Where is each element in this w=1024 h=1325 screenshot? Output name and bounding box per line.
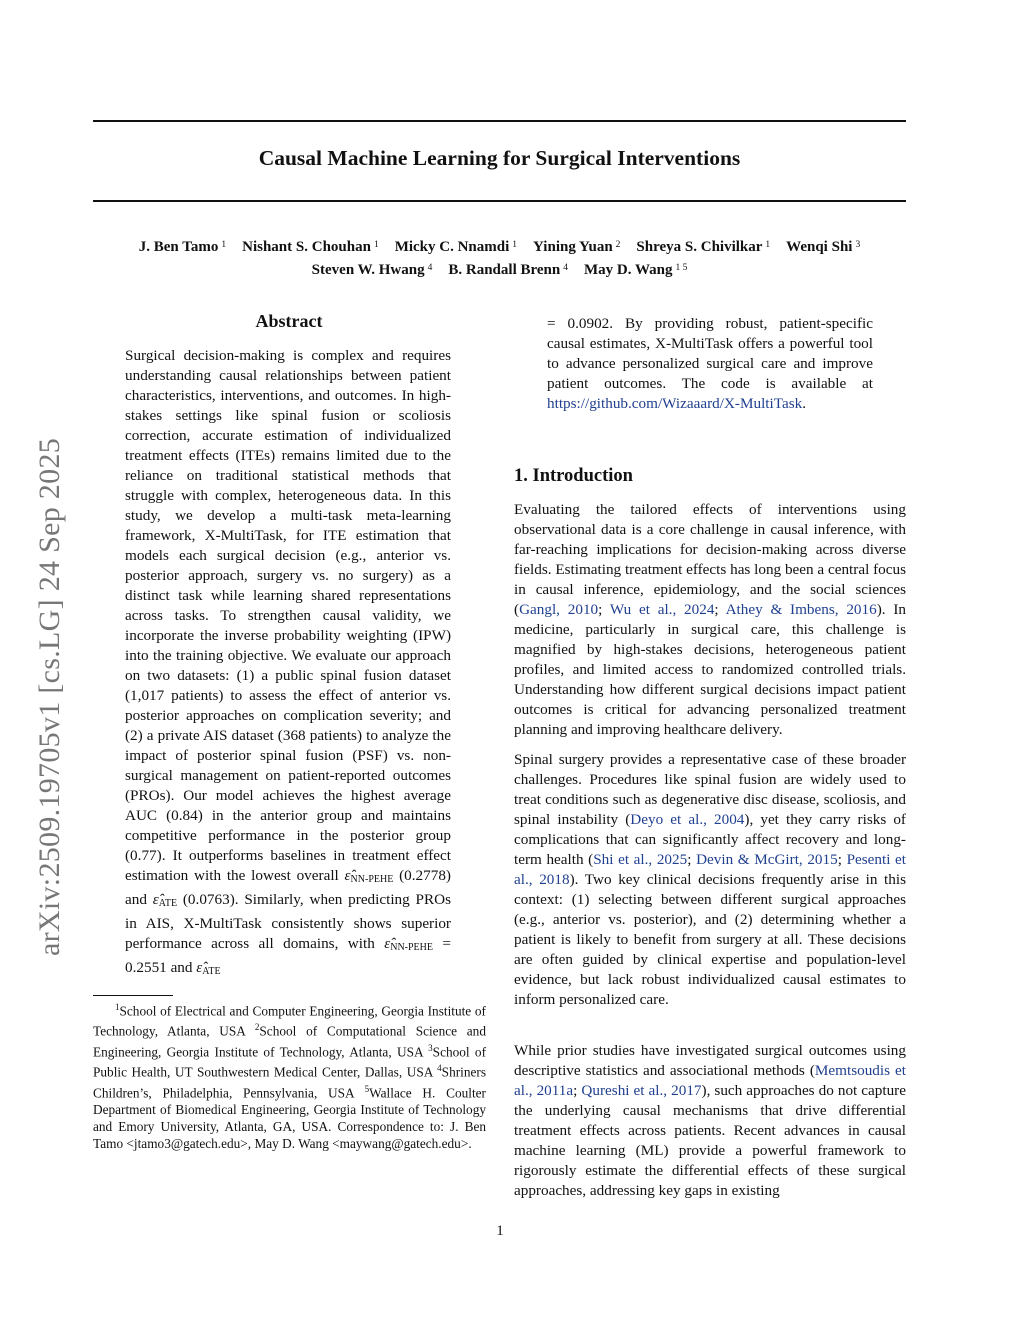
citation-link[interactable]: Wu et al., 2024 [609,601,715,618]
author-name: B. Randall Brenn $^4$ [448,262,568,278]
intro-paragraph-3: While prior studies have investigated surgical outcomes using descriptive statistics and associational methods (Memtsoudis et al., 2011a; Qureshi et al., 2017), such approaches do not capture the underlying causal mechanisms that drive differential treatment effects across patients. Recent advances in causal machine learning (ML) provide a powerful framework to rigorously estimate the differential effects of these surgical approaches, addressing key gaps in existing [514,1042,906,1199]
author-name: Steven W. Hwang $^4$ [311,262,433,278]
affiliation-footnote: $^1$School of Electrical and Computer Engineering, Georgia Institute of Technology, Atlanta, USA $^2$School of Computational Science and Engineering, Georgia Institute of Technology, Atlanta, USA $^3$School of Public Health, UT Southwestern Medical Center, Dallas, USA $^4$Shriners Children’s, Philadelphia, Pennsylvania, USA $^5$Wallace H. Coulter Department of Biomedical Engineering, Georgia Institute of Technology and Emory University, Atlanta, GA, USA. Correspondence to: J. Ben Tamo <jtamo3@gatech.edu>, May D. Wang <maywang@gatech.edu>. [93,1002,487,1152]
affiliation-marker: 1 [512,240,518,250]
arxiv-identifier: arXiv:2509.19705v1 [cs.LG] 24 Sep 2025 [33,437,66,956]
citation-link[interactable]: Pesenti et al., 2018 [514,851,907,888]
abstract-heading: Abstract [255,311,323,331]
author-name: Nishant S. Chouhan $^1$ [242,239,379,255]
abstract-body: Surgical decision-making is complex and requires understanding causal relationships between patient characteristics, interventions, and outcomes. In high-stakes settings like spinal fusion or scoliosis correction, accurate estimation of individualized treatment effects (ITEs) remains limited due to the reliance on traditional statistical methods that struggle with complex, heterogeneous data. In this study, we develop a multi-task meta-learning framework, X-MultiTask, for ITE estimation that models each surgical decision (e.g., anterior vs. posterior approach, surgery vs. no surgery) as a distinct task while learning shared representations across tasks. To strengthen causal validity, we incorporate the inverse probability weighting (IPW) into the training objective. We evaluate our approach on two datasets: (1) a public spinal fusion dataset (1,017 patients) to assess the effect of anterior vs. posterior approaches on complication severity; and (2) a private AIS dataset (368 patients) to analyze the impact of posterior spinal fusion (PSF) vs. non-surgical management on patient-reported outcomes (PROs). Our model achieves the highest average AUC (0.84) in the anterior group and maintains competitive performance in the posterior group (0.77). It outperforms baselines in treatment effect estimation with the lowest overall $\varepsilon̂_{NN-PEHE}$ (0.2778) and $\varepsilon̂_{ATE}$ (0.0763). Similarly, when predicting PROs in AIS, X-MultiTask consistently shows superior performance across all domains, with $\varepsilon̂_{NN-PEHE} = 0.2551$ and $\varepsilon̂_{ATE}$ [125,347,451,977]
citation-link[interactable]: Gangl, 2010 [519,601,599,618]
author-line-2 [93,259,906,282]
author-list [93,236,906,282]
affiliation-marker: 1 [221,240,227,250]
title-bottom-rule [93,200,906,202]
abstract-continuation: = 0.0902. By providing robust, patient-specific causal estimates, X-MultiTask offers a powerful tool to advance personalized surgical care and improve patient outcomes. The code is available at https://github.com/Wizaaard/X-MultiTask. [547,315,873,412]
footnote-rule [93,995,173,996]
author-name: Wenqi Shi $^3$ [786,239,861,255]
citation-link[interactable]: Shi et al., 2025 [593,851,688,868]
citation-link[interactable]: Athey & Imbens, 2016 [725,601,877,618]
paper-title: Causal Machine Learning for Surgical Interventions [258,146,741,170]
affiliation-marker: 4 [427,263,433,273]
introduction-heading: 1. Introduction [514,466,633,486]
code-link[interactable]: https://github.com/Wizaaard/X-MultiTask [547,395,803,412]
affiliation-marker: 1 [765,240,771,250]
author-name: Shreya S. Chivilkar $^1$ [636,239,771,255]
page-number: 1 [496,1223,504,1239]
author-name: May D. Wang $^{1 5}$ [583,262,688,278]
citation-link[interactable]: Deyo et al., 2004 [630,811,745,828]
top-rule [93,120,906,122]
citation-link[interactable]: Qureshi et al., 2017 [581,1082,702,1099]
affiliation-marker: 1 5 [675,263,688,273]
author-line-1 [93,236,906,259]
intro-paragraph-1: Evaluating the tailored effects of interventions using observational data is a core challenge in causal inference, with far-reaching implications for decision-making across diverse fields. Estimating treatment effects has long been a central focus in causal inference, epidemiology, and the social sciences (Gangl, 2010; Wu et al., 2024; Athey & Imbens, 2016). In medicine, particularly in surgical care, this challenge is magnified by high-stakes decisions, heterogeneous patient profiles, and limited access to randomized controlled trials. Understanding how different surgical decisions impact patient outcomes is critical for advancing personalized treatment planning and improving healthcare delivery. [514,501,906,738]
affiliation-marker: 2 [615,240,621,250]
citation-link[interactable]: Memtsoudis et al., 2011a [514,1062,906,1099]
author-name: Yining Yuan $^2$ [533,239,621,255]
intro-paragraph-2: Spinal surgery provides a representative case of these broader challenges. Procedures like spinal fusion are widely used to treat conditions such as degenerative disc disease, scoliosis, and spinal instability (Deyo et al., 2004), yet they carry risks of complications that can significantly affect recovery and long-term health (Shi et al., 2025; Devin & McGirt, 2015; Pesenti et al., 2018). Two key clinical decisions frequently arise in this context: (1) selecting between different surgical approaches (e.g., anterior vs. posterior), and (2) determining whether a patient is likely to benefit from surgery at all. These decisions are often guided by clinical expertise and population-level evidence, but lack robust individualized causal estimates to inform personalized care. [514,751,907,1008]
author-name: Micky C. Nnamdi $^1$ [394,239,518,255]
affiliation-marker: 4 [563,263,568,273]
affiliation-marker: 3 [855,240,861,250]
affiliation-marker: 1 [373,240,379,250]
author-name: J. Ben Tamo $^1$ [138,239,227,255]
citation-link[interactable]: Devin & McGirt, 2015 [696,851,838,868]
